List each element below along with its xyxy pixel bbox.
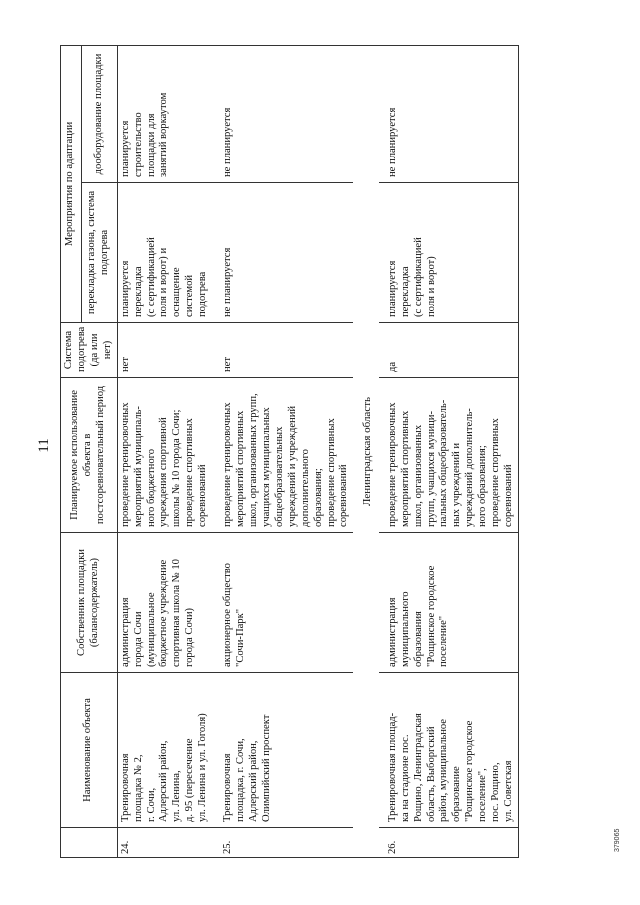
- header-heating: Система подогрева (да или нет): [61, 323, 118, 378]
- document-code: 379065: [614, 828, 621, 852]
- row-owner: администрация города Сочи (муниципальное бюджетное учреждение спортивная школа № 10 города Сочи): [117, 533, 212, 673]
- row-num: 24.: [117, 828, 212, 858]
- page-number: 11: [36, 438, 52, 453]
- row-usage: проведение тренировочных мероприятий муниципаль- ного бюджетного учреждения спортивной школы № 10 города Сочи; проведение спортивных соревнований: [117, 378, 212, 533]
- row-name: Тренировочная площад- ка на стадионе пос. Рощино, Ленинградская область, Выборгский район, муниципальное образование "Рощинское городское поселение", пос. Рощино, ул. Советская: [379, 673, 519, 828]
- row-heating: нет: [117, 323, 212, 378]
- row-turf: планируется перекладка (с сертификацией поля и ворот): [379, 183, 519, 323]
- table-row: [212, 46, 353, 858]
- header-name: Наименование объекта: [61, 673, 118, 828]
- objects-table: [60, 45, 519, 858]
- region-row: [353, 46, 378, 858]
- row-num: 25.: [212, 828, 353, 858]
- header-usage: Планируемое использование объекта в постсоревновательный период: [61, 378, 118, 533]
- row-equip: планируется строительство площадки для занятий воркаутом: [117, 46, 212, 183]
- header-row-1: [61, 46, 82, 858]
- rotated-page: [30, 33, 630, 858]
- header-adapt-turf: перекладка газона, система подогрева: [81, 183, 117, 323]
- header-num: [61, 828, 118, 858]
- row-usage: проведение тренировочных мероприятий спортивных школ, организованных групп, учащихся муници- пальных общеобразователь- ных учреждений и учреждений дополнитель- ного образования; проведение спортивных соревнований: [379, 378, 519, 533]
- region-title: Ленинградская область: [353, 46, 378, 858]
- row-owner: акционерное общество "Сочи-Парк": [212, 533, 353, 673]
- row-heating: нет: [212, 323, 353, 378]
- row-equip: не планируется: [379, 46, 519, 183]
- row-equip: не планируется: [212, 46, 353, 183]
- row-name: Тренировочная площадка № 2, г. Сочи, Адлерский район, ул. Ленина, д. 95 (пересечение ул. Ленина и ул. Гоголя): [117, 673, 212, 828]
- row-turf: планируется перекладка (с сертификацией поля и ворот) и оснащение системой подогрева: [117, 183, 212, 323]
- header-owner: Собственник площадки (балансодержатель): [61, 533, 118, 673]
- header-adaptation: Мероприятия по адаптации: [61, 46, 82, 323]
- row-num: 26.: [379, 828, 519, 858]
- row-owner: администрация муниципального образования "Рощинское городское поселение": [379, 533, 519, 673]
- row-turf: не планируется: [212, 183, 353, 323]
- header-adapt-equip: дооборудование площадки: [81, 46, 117, 183]
- table-row: [379, 46, 519, 858]
- row-heating: да: [379, 323, 519, 378]
- table-row: [117, 46, 212, 858]
- row-name: Тренировочная площадка, г. Сочи, Адлерский район, Олимпийский проспект: [212, 673, 353, 828]
- row-usage: проведение тренировочных мероприятий спортивных школ, организованных групп, учащихся муниципальных общеобразовательных учреждений и учреждений дополнительного образования; проведение спортивных соревнований: [212, 378, 353, 533]
